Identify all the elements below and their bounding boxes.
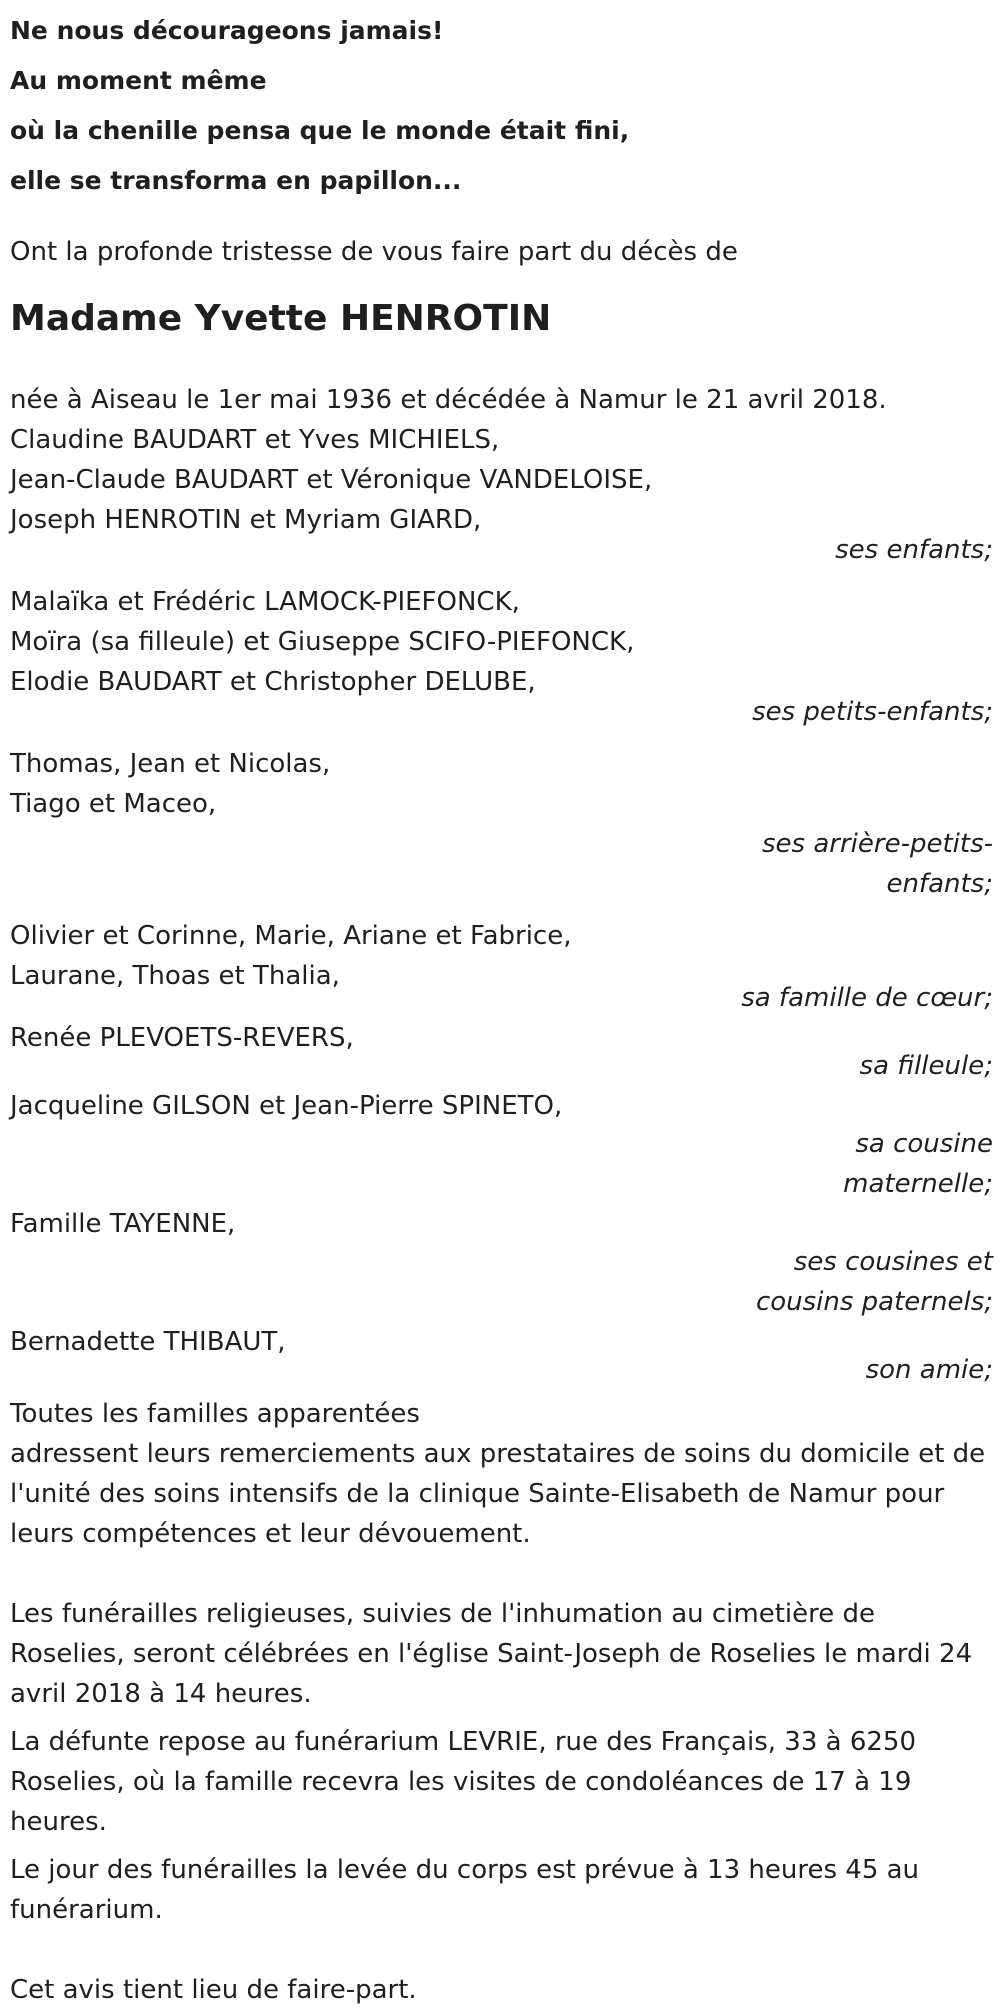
family-group-maternal-cousin <box>10 1086 995 1204</box>
quote-line: elle se transforma en papillon... <box>10 166 462 195</box>
family-member: Thomas, Jean et Nicolas, <box>10 749 331 779</box>
relation-label-line: maternelle; <box>843 1169 993 1199</box>
family-group-great-grandchildren <box>10 744 995 904</box>
family-member: Olivier et Corinne, Marie, Ariane et Fabrice, <box>10 921 572 951</box>
family-member: Laurane, Thoas et Thalia, <box>10 961 340 991</box>
relation-label-line: sa cousine <box>855 1129 993 1159</box>
relation-label: ses petits-enfants; <box>752 697 993 727</box>
obituary-notice <box>10 0 995 2010</box>
relation-label-line: ses arrière-petits- <box>762 829 993 859</box>
family-member: Joseph HENROTIN et Myriam GIARD, <box>10 505 482 535</box>
family-group-friend <box>10 1322 995 1390</box>
quote-line: où la chenille pensa que le monde était fini, <box>10 116 630 145</box>
funeral-paragraph: Les funérailles religieuses, suivies de l'inhumation au cimetière de Roselies, seront célébrées en l'église Saint-Joseph de Roselies le mardi 24 avril 2018 à 14 heures. <box>10 1599 973 1709</box>
family-member: Moïra (sa filleule) et Giuseppe SCIFO-PIEFONCK, <box>10 627 635 657</box>
closing-line: Cet avis tient lieu de faire-part. <box>10 1975 417 2005</box>
relation-label-line: enfants; <box>886 869 993 899</box>
thanks-text: adressent leurs remerciements aux prestataires de soins du domicile et de l'unité des soins intensifs de la clinique Sainte-Elisabeth de Namur pour leurs compétences et leur dévouement. <box>10 1439 986 1549</box>
relation-label: son amie; <box>865 1355 993 1385</box>
family-member: Jean-Claude BAUDART et Véronique VANDELOISE, <box>10 465 653 495</box>
family-group-children <box>10 420 995 570</box>
family-group-paternal-cousins <box>10 1204 995 1322</box>
family-member: Famille TAYENNE, <box>10 1209 236 1239</box>
deceased-name: Madame Yvette HENROTIN <box>10 298 552 339</box>
family-member: Bernadette THIBAUT, <box>10 1327 286 1357</box>
quote-line: Ne nous décourageons jamais! <box>10 16 444 45</box>
family-member: Renée PLEVOETS-REVERS, <box>10 1023 354 1053</box>
relation-label: sa famille de cœur; <box>741 983 993 1013</box>
relation-label <box>10 1242 995 1322</box>
relation-label-line: cousins paternels; <box>755 1287 993 1317</box>
thanks-line: Toutes les familles apparentées <box>10 1399 420 1429</box>
relation-label: sa filleule; <box>859 1051 993 1081</box>
family-member: Malaïka et Frédéric LAMOCK-PIEFONCK, <box>10 587 520 617</box>
birth-death-line: née à Aiseau le 1er mai 1936 et décédée à Namur le 21 avril 2018. <box>10 385 887 415</box>
family-group-goddaughter <box>10 1018 995 1086</box>
family-member: Elodie BAUDART et Christopher DELUBE, <box>10 667 536 697</box>
relation-label <box>10 1124 995 1204</box>
rest-paragraph: La défunte repose au funérarium LEVRIE, rue des Français, 33 à 6250 Roselies, où la famille recevra les visites de condoléances de 17 à 19 heures. <box>10 1727 917 1837</box>
relation-label <box>10 824 995 904</box>
family-group-grandchildren <box>10 582 995 732</box>
opening-quote <box>10 6 995 206</box>
family-member: Jacqueline GILSON et Jean-Pierre SPINETO, <box>10 1091 563 1121</box>
thanks-paragraph <box>10 1394 995 1554</box>
relation-label-line: ses cousines et <box>793 1247 993 1277</box>
quote-line: Au moment même <box>10 66 267 95</box>
body-removal-paragraph: Le jour des funérailles la levée du corps est prévue à 13 heures 45 au funérarium. <box>10 1855 920 1925</box>
family-group-heart-family <box>10 916 995 1018</box>
relation-label: ses enfants; <box>835 535 993 565</box>
family-member: Claudine BAUDART et Yves MICHIELS, <box>10 425 500 455</box>
intro-text: Ont la profonde tristesse de vous faire part du décès de <box>10 237 738 267</box>
family-member: Tiago et Maceo, <box>10 789 217 819</box>
